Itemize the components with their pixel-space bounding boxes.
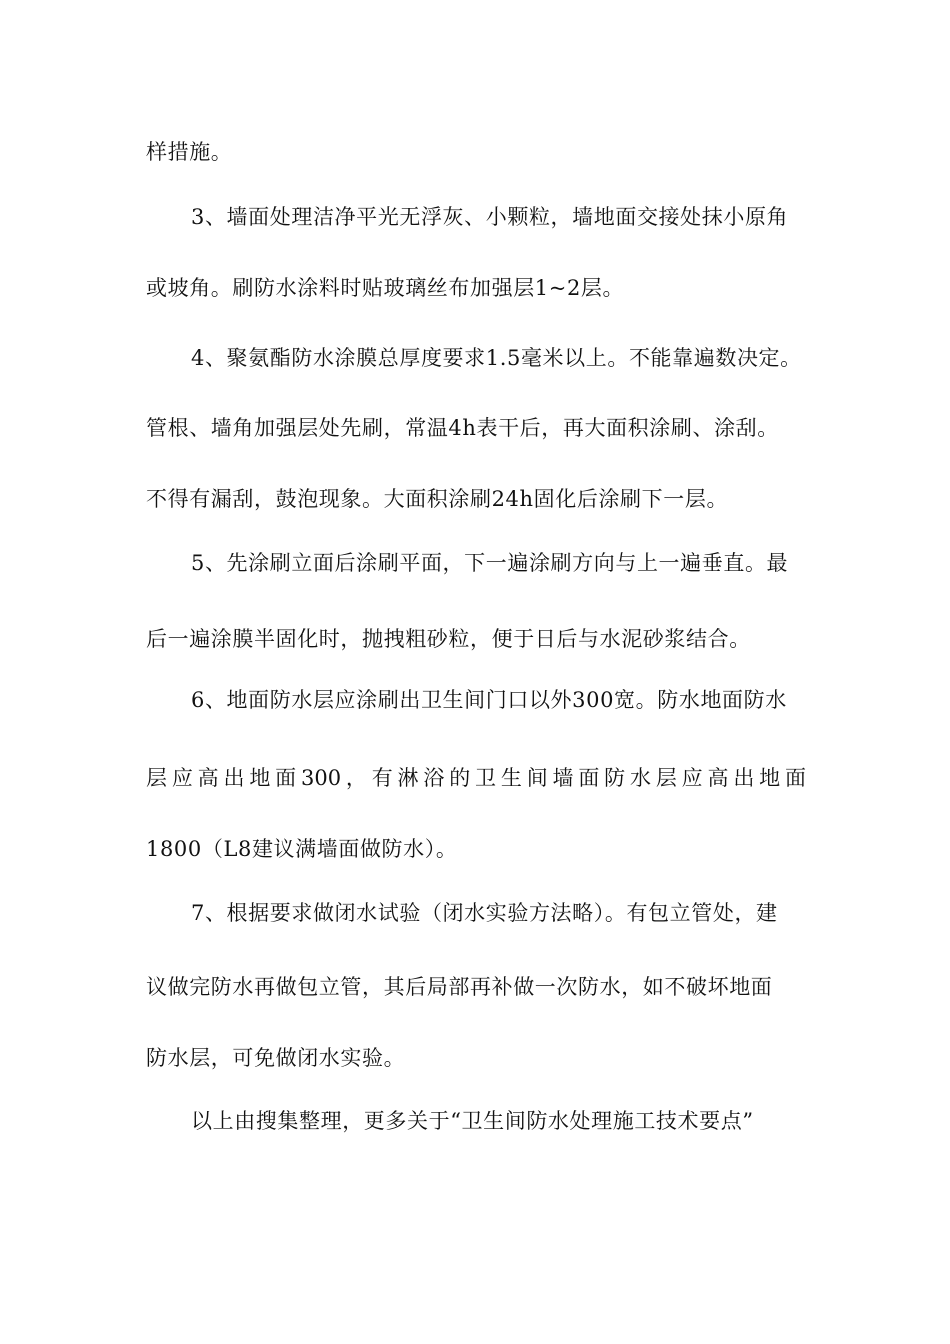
text-line-11: 1800（L8建议满墙面做防水）。	[146, 837, 458, 861]
text-line-7: 5、先涂刷立面后涂刷平面，下一遍涂刷方向与上一遍垂直。最	[191, 551, 789, 575]
text-line-1: 样措施。	[146, 140, 233, 164]
text-line-6: 不得有漏刮，鼓泡现象。大面积涂刷24h固化后涂刷下一层。	[146, 487, 729, 511]
text-line-13: 议做完防水再做包立管，其后局部再补做一次防水，如不破坏地面	[146, 975, 773, 999]
text-line-15: 以上由搜集整理，更多关于“卫生间防水处理施工技术要点”	[191, 1109, 754, 1133]
text-line-10: 层应高出地面300，有淋浴的卫生间墙面防水层应高出地面	[146, 766, 806, 790]
text-line-12: 7、根据要求做闭水试验（闭水实验方法略）。有包立管处，建	[191, 901, 778, 925]
text-line-2: 3、墙面处理洁净平光无浮灰、小颗粒，墙地面交接处抹小原角	[191, 205, 789, 229]
text-line-3: 或坡角。刷防水涂料时贴玻璃丝布加强层1~2层。	[146, 276, 625, 300]
text-line-8: 后一遍涂膜半固化时，抛拽粗砂粒，便于日后与水泥砂浆结合。	[146, 627, 751, 651]
text-line-5: 管根、墙角加强层处先刷，常温4h表干后，再大面积涂刷、涂刮。	[146, 416, 779, 440]
text-line-9: 6、地面防水层应涂刷出卫生间门口以外300宽。防水地面防水	[191, 688, 787, 712]
text-line-4: 4、聚氨酯防水涂膜总厚度要求1.5毫米以上。不能靠遍数决定。	[191, 346, 802, 370]
text-line-14: 防水层，可免做闭水实验。	[146, 1046, 406, 1070]
